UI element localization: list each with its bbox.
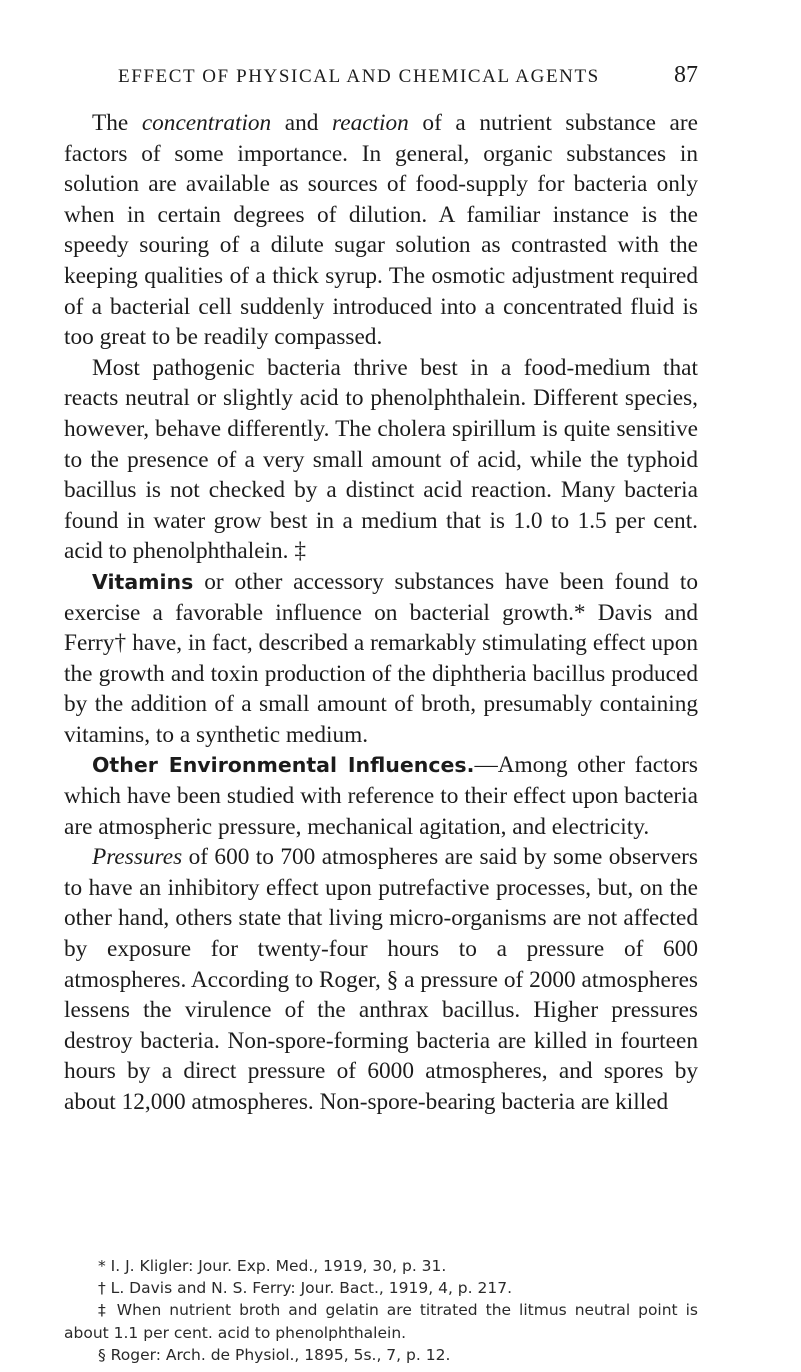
p1-text-3: of a nutrient substance are factors of some importance. In general, organic substances in solution are available as sources of food-supply for bacteria only when in certain degrees of dilution. A familiar instance is the speedy souring of a dilute sugar solution as contrasted with the keeping qualities of a thick syrup. The osmotic adjustment required of a bacterial cell suddenly introduced into a concentrated fluid is too great to be readily compassed.	[64, 110, 698, 351]
running-head: EFFECT OF PHYSICAL AND CHEMICAL AGENTS	[118, 66, 600, 87]
p1-text-1: The	[92, 110, 142, 136]
paragraph-environmental-influences	[64, 750, 698, 842]
page-header	[118, 62, 698, 96]
paragraph-pressures	[64, 842, 698, 1117]
footnote-roger: § Roger: Arch. de Physiol., 1895, 5s., 7, p. 12.	[98, 1345, 451, 1364]
page-number: 87	[674, 62, 698, 88]
paragraph-vitamins	[64, 567, 698, 751]
p1-emphasis-concentration: concentration	[141, 110, 272, 136]
footnote-kligler: * I. J. Kligler: Jour. Exp. Med., 1919, 30, p. 31.	[98, 1257, 447, 1275]
paragraph-pathogenic-bacteria	[64, 353, 698, 567]
section-heading-environmental: Other Environmental Influences.	[92, 753, 475, 778]
p5-text: of 600 to 700 atmospheres are said by some observers to have an inhibitory effect upon putrefactive processes, but, on the other hand, others state that living micro-organisms are not affected by exposure for twenty-four hours to a pressure of 600 atmospheres. According to Roger, § a pressure of 2000 atmospheres lessens the virulence of the anthrax bacillus. Higher pressures destroy bacteria. Non-spore-forming bacteria are killed in fourteen hours by a direct pressure of 6000 atmospheres, and spores by about 12,000 atmospheres. Non-spore-bearing bacteria are killed	[64, 844, 698, 1115]
footnote-davis-ferry: † L. Davis and N. S. Ferry: Jour. Bact., 1919, 4, p. 217.	[98, 1279, 512, 1298]
p1-text-2: and	[271, 110, 333, 136]
body-text	[64, 108, 698, 1118]
p5-emphasis-pressures: Pressures	[92, 844, 183, 871]
footnote-titration: ‡ When nutrient broth and gelatin are titrated the litmus neutral point is about 1.1 per cent. acid to phenolphthalein.	[64, 1301, 698, 1342]
paragraph-concentration	[64, 108, 698, 353]
p2-text: Most pathogenic bacteria thrive best in a food-medium that reacts neutral or slightly acid to phenolphthalein. Different species, however, behave differently. The cholera spirillum is quite sensitive to the presence of a very small amount of acid, while the typhoid bacillus is not checked by a distinct acid reaction. Many bacteria found in water grow best in a medium that is 1.0 to 1.5 per cent. acid to phenolphthalein. ‡	[64, 354, 698, 565]
p4-text: —Among other factors which have been studied with reference to their effect upon bacteria are atmospheric pressure, mechanical agitation, and electricity.	[64, 752, 698, 840]
p3-text: or other accessory substances have been found to exercise a favorable influence on bacterial growth.* Davis and Ferry† have, in fact, described a remarkably stimulating effect upon the growth and toxin production of the diphtheria bacillus produced by the addition of a small amount of broth, presumably containing vitamins, to a synthetic medium.	[64, 568, 698, 748]
footnotes	[64, 1255, 698, 1366]
p3-heading-vitamins: Vitamins	[92, 569, 194, 594]
p1-emphasis-reaction: reaction	[332, 110, 409, 136]
